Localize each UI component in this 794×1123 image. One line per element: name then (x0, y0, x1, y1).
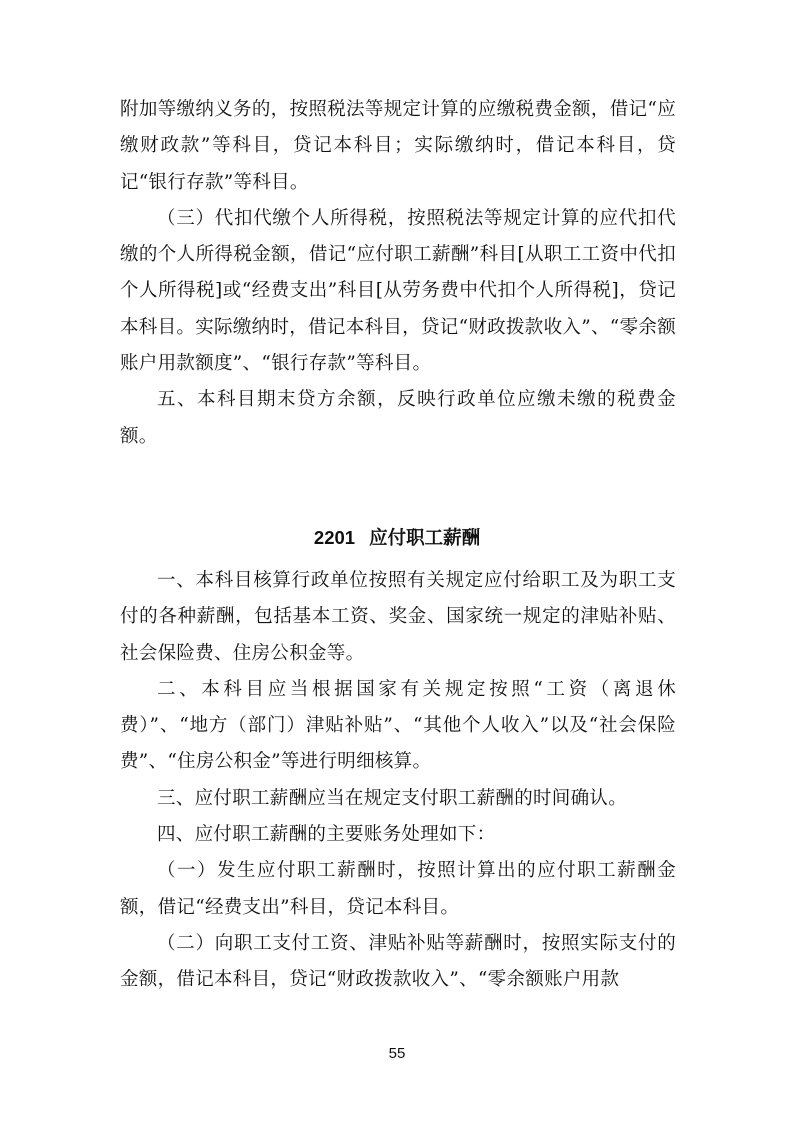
section-heading (0, 520, 794, 557)
top-text-block (120, 92, 676, 455)
paragraph-payment: （二）向职工支付工资、津贴补贴等薪酬时，按照实际支付的金额，借记本科目，贷记“财政拨款收入”、“零余额账户用款 (120, 932, 676, 991)
page-number: 55 (388, 1045, 406, 1062)
paragraph-withholding-tax: （三）代扣代缴个人所得税，按照税法等规定计算的应代扣代缴的个人所得税金额，借记“应付职工薪酬”科目[从职工工资中代扣个人所得税]或“经费支出”科目[从劳务费中代扣个人所得税]，贷记本科目。实际缴纳时，借记本科目，贷记“财政拨款收入”、“零余额账户用款额度”、“银行存款”等科目。 (120, 207, 676, 375)
paragraph-accrual: （一）发生应付职工薪酬时，按照计算出的应付职工薪酬金额，借记“经费支出”科目，贷记本科目。 (120, 860, 676, 918)
section-code: 2201 (313, 527, 356, 548)
paragraph-detail-accounting: 二、本科目应当根据国家有关规定按照“工资（离退休费）”、“地方（部门）津贴补贴”、“其他个人收入”以及“社会保险费”、“住房公积金”等进行明细核算。 (120, 678, 676, 773)
paragraph-recognition: 三、应付职工薪酬应当在规定支付职工薪酬的时间确认。 (157, 787, 628, 809)
section-title-text: 应付职工薪酬 (369, 528, 481, 549)
paragraph-treatment-intro: 四、应付职工薪酬的主要账务处理如下： (157, 824, 496, 846)
bottom-text-block (120, 563, 676, 999)
paragraph-ending-balance: 五、本科目期末贷方余额，反映行政单位应缴未缴的税费金额。 (120, 389, 676, 447)
paragraph-scope: 一、本科目核算行政单位按照有关规定应付给职工及为职工支付的各种薪酬，包括基本工资、奖金、国家统一规定的津贴补贴、社会保险费、住房公积金等。 (120, 570, 676, 664)
paragraph-continuation: 附加等缴纳义务的，按照税法等规定计算的应缴税费金额，借记“应缴财政款”等科目，贷记本科目；实际缴纳时，借记本科目，贷记“银行存款”等科目。 (120, 99, 676, 193)
